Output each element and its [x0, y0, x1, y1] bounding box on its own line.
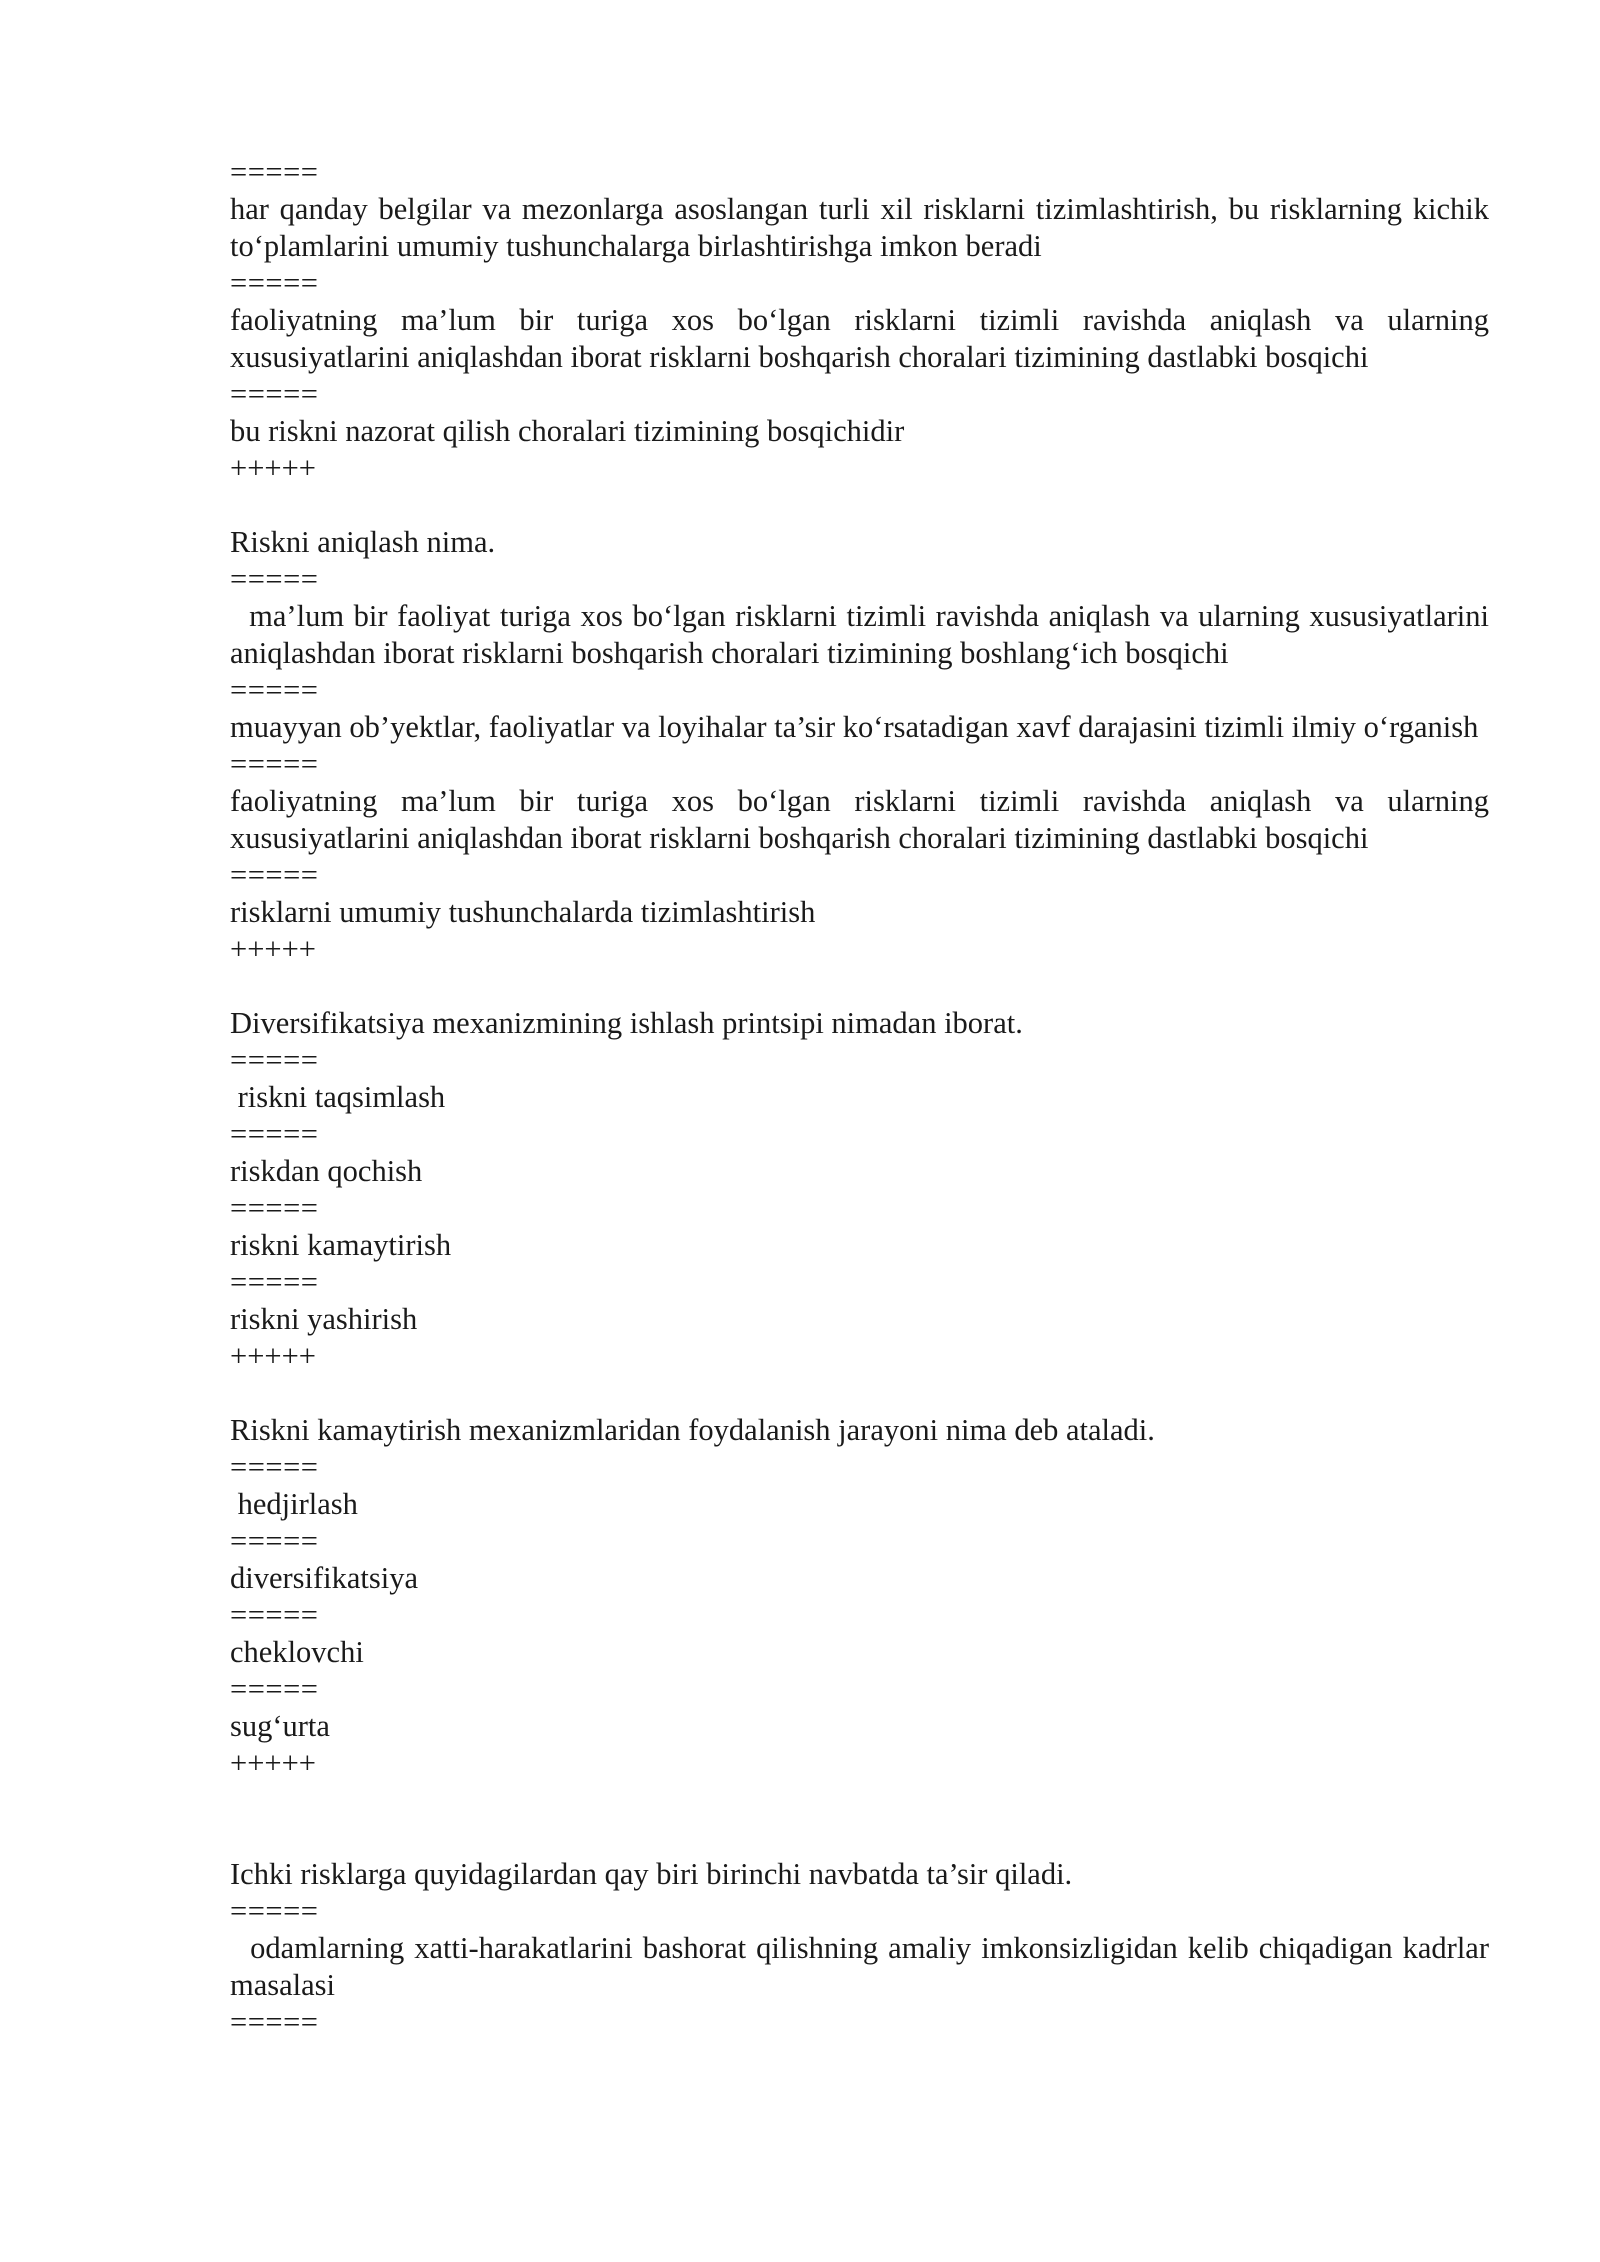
separator: ===== [230, 1043, 319, 1077]
separator: ===== [230, 1117, 319, 1151]
terminator: +++++ [230, 451, 317, 485]
answer-option: faoliyatning ma’lum bir turiga xos bo‘lgan risklarni tizimli ravishda aniqlash va ularning xususiyatlarini aniqlashdan iborat risklarni boshqarish choralari tizimining dastlabki bosqichi [230, 303, 1497, 374]
question-text: Diversifikatsiya mexanizmining ishlash printsipi nimadan iborat. [230, 1006, 1023, 1040]
question-block-4 [230, 1856, 1497, 2041]
answer-option: risklarni umumiy tushunchalarda tizimlashtirish [230, 895, 816, 929]
question-block-1 [230, 524, 1497, 968]
answer-option: cheklovchi [230, 1635, 364, 1669]
answer-option: diversifikatsiya [230, 1561, 419, 1595]
terminator: +++++ [230, 1746, 317, 1780]
question-text: Riskni aniqlash nima. [230, 525, 496, 559]
separator: ===== [230, 1598, 319, 1632]
answer-option: riskni kamaytirish [230, 1228, 452, 1262]
question-text: Riskni kamaytirish mexanizmlaridan foydalanish jarayoni nima deb ataladi. [230, 1413, 1155, 1447]
answer-block-0 [230, 154, 1497, 487]
answer-option: hedjirlash [230, 1487, 358, 1521]
separator: ===== [230, 377, 319, 411]
answer-option: ma’lum bir faoliyat turiga xos bo‘lgan risklarni tizimli ravishda aniqlash va ularning xususiyatlarini aniqlashdan iborat risklarni boshqarish choralari tizimining boshlang‘ich bosqichi [230, 599, 1497, 670]
answer-option: faoliyatning ma’lum bir turiga xos bo‘lgan risklarni tizimli ravishda aniqlash va ularning xususiyatlarini aniqlashdan iborat risklarni boshqarish choralari tizimining dastlabki bosqichi [230, 784, 1497, 855]
answer-option: bu riskni nazorat qilish choralari tizimining bosqichidir [230, 414, 905, 448]
separator: ===== [230, 266, 319, 300]
answer-option: sug‘urta [230, 1709, 330, 1743]
answer-option: riskni taqsimlash [230, 1080, 446, 1114]
question-block-3 [230, 1412, 1489, 1782]
question-text: Ichki risklarga quyidagilardan qay biri birinchi navbatda ta’sir qiladi. [230, 1857, 1073, 1891]
separator: ===== [230, 562, 319, 596]
separator: ===== [230, 673, 319, 707]
separator: ===== [230, 1265, 319, 1299]
answer-option: riskni yashirish [230, 1302, 418, 1336]
separator: ===== [230, 2005, 319, 2039]
separator: ===== [230, 1672, 319, 1706]
separator: ===== [230, 155, 319, 189]
separator: ===== [230, 1191, 319, 1225]
answer-option: odamlarning xatti-harakatlarini bashorat qilishning amaliy imkonsizligidan kelib chiqadigan kadrlar masalasi [230, 1931, 1497, 2002]
answer-option: riskdan qochish [230, 1154, 423, 1188]
separator: ===== [230, 1450, 319, 1484]
answer-option: har qanday belgilar va mezonlarga asoslangan turli xil risklarni tizimlashtirish, bu risklarning kichik to‘plamlarini umumiy tushunchalarga birlashtirishga imkon beradi [230, 192, 1497, 263]
terminator: +++++ [230, 932, 317, 966]
separator: ===== [230, 747, 319, 781]
terminator: +++++ [230, 1339, 317, 1373]
separator: ===== [230, 1894, 319, 1928]
separator: ===== [230, 1524, 319, 1558]
answer-option: muayyan ob’yektlar, faoliyatlar va loyihalar ta’sir ko‘rsatadigan xavf darajasini tizimli ilmiy o‘rganish [230, 710, 1479, 744]
separator: ===== [230, 858, 319, 892]
question-block-2 [230, 1005, 1489, 1375]
